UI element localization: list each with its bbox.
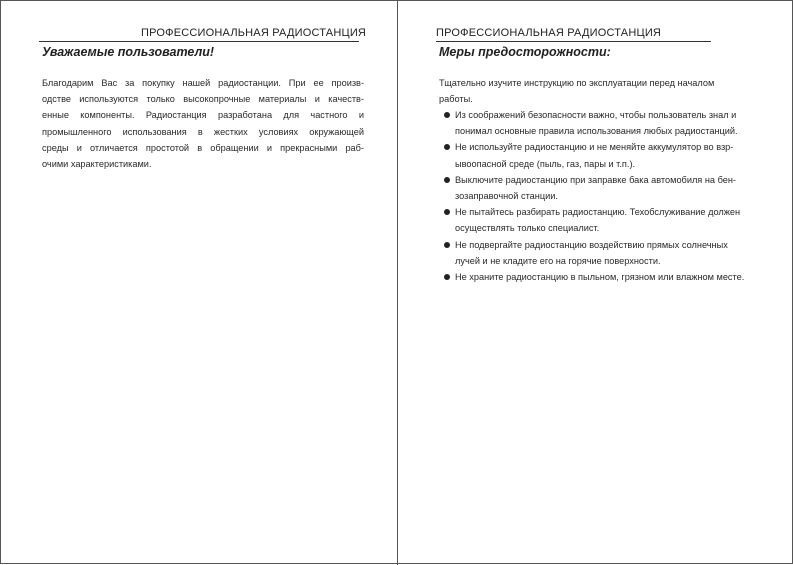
- bullet-icon: [444, 209, 450, 215]
- safety-list: [439, 107, 779, 285]
- list-item: [439, 269, 779, 285]
- left-page-header: ПРОФЕССИОНАЛЬНАЯ РАДИОСТАНЦИЯ: [141, 27, 367, 39]
- list-item: [439, 107, 779, 139]
- bullet-icon: [444, 144, 450, 150]
- list-item: [439, 172, 779, 204]
- bullet-icon: [444, 242, 450, 248]
- left-page-title: Уважаемые пользователи!: [42, 45, 215, 59]
- list-item-line: понимал основные правила использования любых радиостанций.: [455, 126, 738, 137]
- paragraph-line: очими характеристиками.: [42, 159, 152, 170]
- list-item: [439, 237, 779, 269]
- list-item: [439, 204, 779, 236]
- list-item-line: Не подвергайте радиостанцию воздействию прямых солнечных: [455, 239, 728, 250]
- list-item-line: осуществлять только специалист.: [455, 223, 600, 234]
- right-page-header: ПРОФЕССИОНАЛЬНАЯ РАДИОСТАНЦИЯ: [436, 27, 662, 39]
- right-page: [398, 1, 793, 565]
- list-item-line: Не пытайтесь разбирать радиостанцию. Техобслуживание должен: [455, 207, 741, 218]
- right-header-rule: [436, 41, 711, 42]
- intro-line: работы.: [439, 94, 473, 105]
- left-header-rule: [39, 41, 359, 42]
- right-page-title: Меры предосторожности:: [439, 45, 611, 59]
- intro-line: Тщательно изучите инструкцию по эксплуатации перед началом: [439, 78, 715, 88]
- paragraph-line: среды и отличается простотой в обращении и прекрасными раб-: [42, 142, 364, 153]
- list-item-line: Не используйте радиостанцию и не меняйте аккумулятор во взр-: [455, 142, 734, 153]
- greeting-paragraph: [42, 75, 364, 172]
- paragraph-line: одстве используются только высокопрочные материалы и качеств-: [42, 94, 364, 105]
- paragraph-line: енные компоненты. Радиостанция разработана для частного и: [42, 110, 364, 121]
- list-item-line: Выключите радиостанцию при заправке бака автомобиля на бен-: [455, 174, 736, 185]
- list-item-line: ывоопасной среде (пыль, газ, пары и т.п.).: [455, 158, 636, 169]
- safety-intro: [439, 75, 769, 107]
- bullet-icon: [444, 177, 450, 183]
- list-item-line: зозаправочной станции.: [455, 191, 558, 202]
- left-page: [1, 1, 397, 565]
- bullet-icon: [444, 112, 450, 118]
- bullet-icon: [444, 274, 450, 280]
- list-item-line: лучей и не кладите его на горячие поверхности.: [455, 255, 661, 266]
- paragraph-line: Благодарим Вас за покупку нашей радиостанции. При ее произв-: [42, 78, 364, 88]
- paragraph-line: промышленного использования в жестких условиях окружающей: [42, 126, 364, 137]
- list-item: [439, 139, 779, 171]
- list-item-line: Из соображений безопасности важно, чтобы пользователь знал и: [455, 110, 737, 120]
- list-item-line: Не храните радиостанцию в пыльном, грязном или влажном месте.: [455, 272, 745, 283]
